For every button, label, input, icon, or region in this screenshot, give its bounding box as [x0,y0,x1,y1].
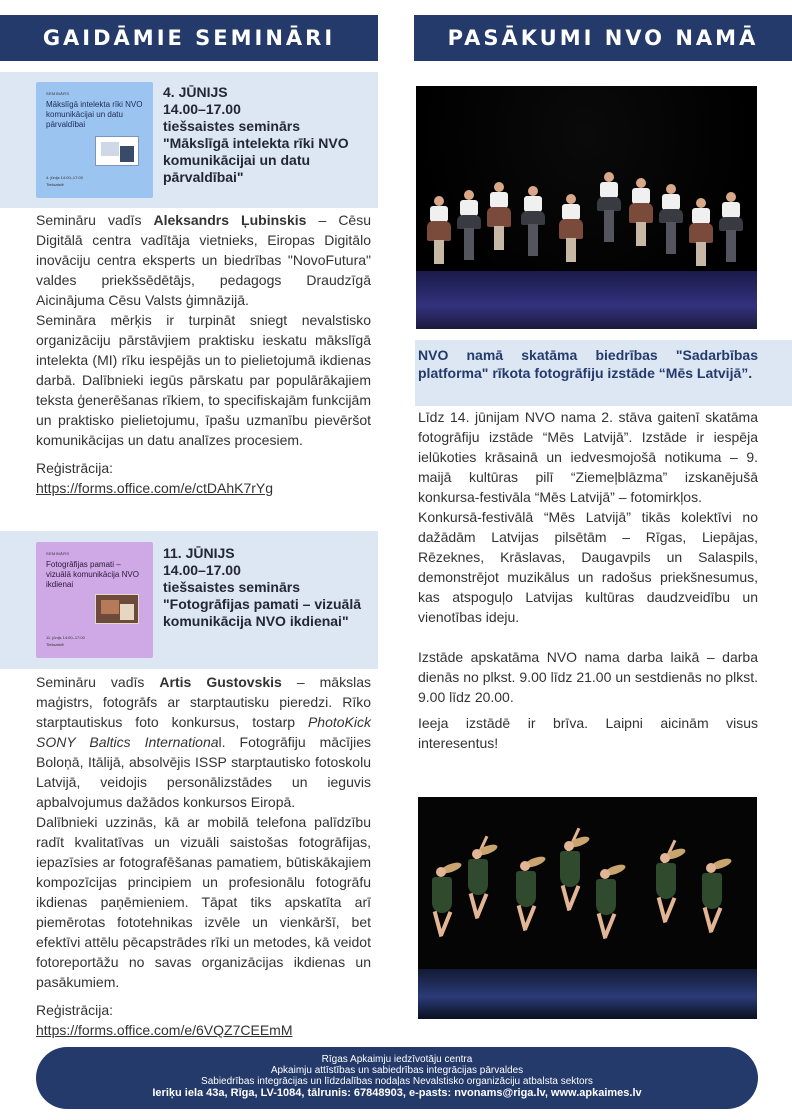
seminar-1-date: 4. JŪNIJS [163,84,228,100]
seminar-2-time: 14.00–17.00 [163,562,241,578]
footer-line: Rīgas Apkaimju iedzīvotāju centra [321,1054,473,1065]
modern-dance-photo [418,797,757,1019]
exhibition-paragraph: Konkursā-festivālā “Mēs Latvijā” tikās kolektīvi no dažādām Latvijas pilsētām – Rīgas, Liepājas, Rēzeknes, Krāslavas, Daugavpils un Salaspils, demonstrējot muzikālus un radošus priekšnesumus, kas atspoguļo Latvijas kultūras daudzveidību un vienotības ideju. [418,509,758,625]
seminar-2-body [36,672,371,1040]
footer-address: Ieriķu iela 43a, Rīga, LV-1084, tālrunis: 67848903, e-pasts: nvonams@riga.lv, www.apkaimes.lv [152,1087,642,1099]
seminar-2-registration-label: Reģistrācija: [36,1002,114,1018]
section-header-events: PASĀKUMI NVO NAMĀ [414,15,792,61]
seminar-2-date: 11. JŪNIJS [163,545,235,561]
lecturer-desc-cont: l. Fotogrāfiju mācījies Boloņā, Itālijā, absolvējis ISSP starptautisko fotoskolu Latvijā, veidojis personālizstādes un ieguvis apbalvojumus dažādos konkursos Eiropā. [36,734,371,810]
footer-line: Apkaimju attīstības un sabiedrības integrācijas pārvaldes [270,1065,524,1076]
poster-label: SEMINĀRS [46,551,70,556]
poster-date: 11. jūnijs 14:00–17:00 [46,635,85,640]
poster-title: Fotogrāfijas pamati – vizuālā komunikācija NVO ikdienai [46,560,139,589]
lecturer-prefix: Semināru vadīs [36,674,160,690]
seminar-1-goal: Semināra mērķis ir turpināt sniegt nevalstisko organizāciju pārstāvjiem praktisku ieskatu mākslīgā intelekta (MI) rīku iespējās un to pielietojumā ikdienas darbā. Dalībnieki iegūs pārskatu par populārākajiem teksta ģenerēšanas rīkiem, to specifiskajām funkcijām un praktisko pielietojumu, īpašu uzmanību pievēršot komunikācijas un datu analīzes procesiem. [36,312,371,448]
poster-date: 4. jūnijs 14:00–17:00 [46,175,83,180]
exhibition-paragraph: Līdz 14. jūnijam NVO nama 2. stāva gaitenī skatāma fotogrāfiju izstāde “Mēs Latvijā”. Izstāde ir iespēja ielūkoties krāsainā un iedvesmojošā notikuma – 9. maijā kultūras pilī “Ziemeļblāzma” izskanējušā konkursa-festivāla “Mēs Latvijā” – fotomirkļos. [418,409,758,505]
poster-label: SEMINĀRS [46,91,70,96]
laptop-illustration [95,136,139,166]
seminar-1-heading [163,84,373,186]
poster-place: Tiešsaistē [46,642,64,647]
seminar-2-type: tiešsaistes seminārs [163,579,300,595]
seminar-2-goal: Dalībnieki uzzinās, kā ar mobilā telefona palīdzību radīt kvalitatīvas un vizuāli saistošas fotogrāfijas, iepazīsies ar fotografēšanas pamatiem, būtiskākajiem kompozīcijas principiem un profesionālu fotogrāfu ikdienas paņēmieniem. Tāpat tiks apskatīta arī piemērotas fototehnikas izvēle un vienkāršī, bet efektīvi attēlu pēcapstrādes rīki un metodes, kā veidot fotoreportāžu no savas organizācijas ikdienas un pasākumiem. [36,814,371,990]
seminar-2-lecturer [36,672,371,812]
seminar-1-time: 14.00–17.00 [163,101,241,117]
poster-title: Mākslīgā intelekta rīki NVO komunikācijai un datu pārvaldībai [46,100,143,129]
seminar-2-heading [163,545,373,630]
seminar-2-registration-link[interactable]: https://forms.office.com/e/6VQZ7CEEmM [36,1022,293,1038]
lecturer-desc: – Cēsu Digitālā centra vadītāja vietnieks, Eiropas Digitālo inovāciju centra eksperts un biedrības "NovoFutura" valdes priekšsēdētājs, pedagogs Draudzīgā Aicinājuma Cēsu Valsts ģimnāzijā. [36,212,371,308]
seminar-1-registration-link[interactable]: https://forms.office.com/e/ctDAhK7rYg [36,480,274,496]
seminar-2-poster [36,542,153,658]
folk-dance-photo [416,86,757,329]
poster-place: Tiešsaistē [46,182,64,187]
seminar-1-poster [36,82,153,198]
seminar-1-lecturer [36,210,371,310]
seminar-1-title: "Mākslīgā intelekta rīki NVO komunikācijai un datu pārvaldībai" [163,135,349,185]
footer-line: Sabiedrības integrācijas un līdzdalības nodaļas Nevalstisko organizāciju atbalsta sektors [201,1076,593,1087]
lecturer-desc: – mākslas maģistrs, fotogrāfs ar starptautisku pieredzi. Rīko starptautiskus foto konkursus, tostarp [36,674,371,730]
stage-floor [418,969,757,1019]
section-header-seminars: GAIDĀMIE SEMINĀRI [0,15,378,61]
stage-floor [416,271,757,329]
footer-contact-block [36,1047,758,1109]
lecturer-name: Aleksandrs Ļubinskis [153,212,307,228]
seminar-1-body [36,210,371,498]
exhibition-heading: NVO namā skatāma biedrības "Sadarbības platforma" rīkota fotogrāfiju izstāde “Mēs Latvijā”. [418,347,758,381]
exhibition-paragraph: Izstāde apskatāma NVO nama darba laikā – darba dienās no plkst. 9.00 līdz 21.00 un sestdienās no plkst. 9.00 līdz 20.00. [418,649,758,705]
seminar-2-title: "Fotogrāfijas pamati – vizuālā komunikācija NVO ikdienai" [163,596,362,629]
exhibition-paragraph: Ieeja izstādē ir brīva. Laipni aicinām visus interesentus! [418,715,758,751]
seminar-1-type: tiešsaistes seminārs [163,118,300,134]
lecturer-name: Artis Gustovskis [159,674,282,690]
photographer-illustration [95,594,139,624]
lecturer-prefix: Semināru vadīs [36,212,154,228]
contest-name: PhotoKick SONY Baltics Internationa [36,714,371,750]
seminar-1-registration-label: Reģistrācija: [36,460,114,476]
exhibition-body [418,407,758,753]
